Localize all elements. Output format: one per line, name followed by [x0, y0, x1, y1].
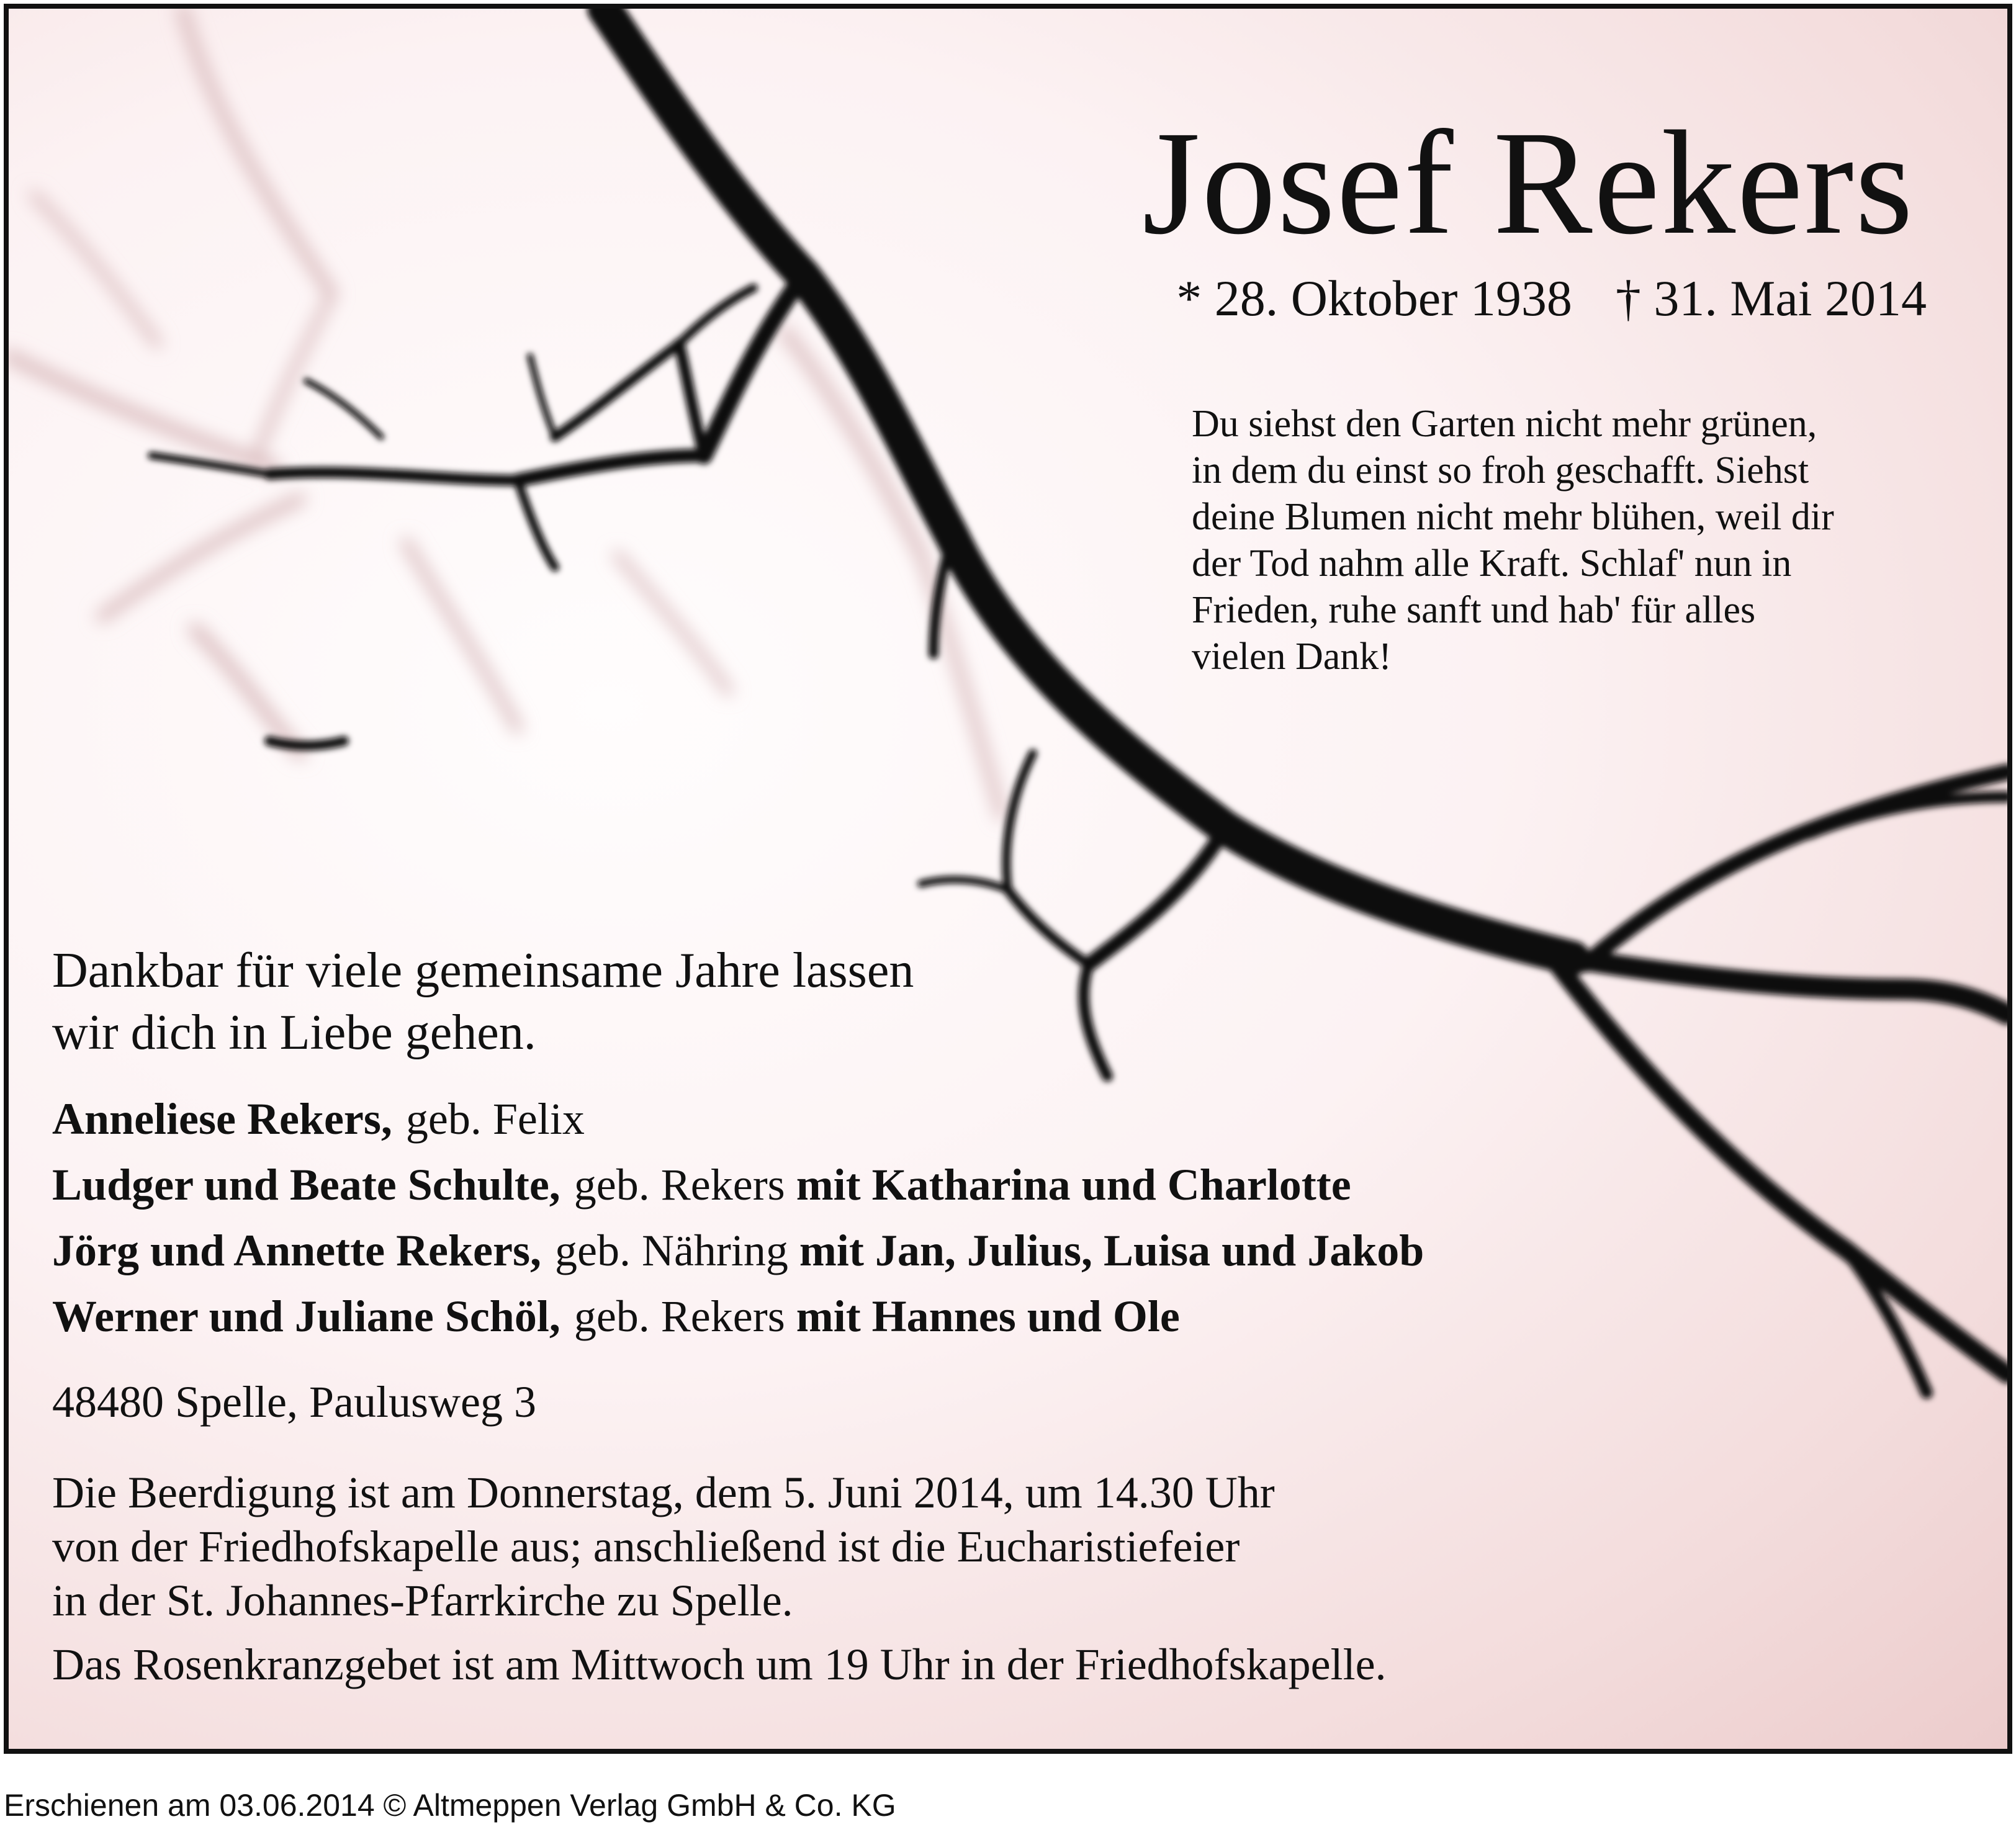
family-name: Werner und Juliane Schöl,: [52, 1291, 560, 1341]
family-name: Jörg und Annette Rekers,: [52, 1226, 541, 1275]
family-entry: [52, 1152, 1666, 1218]
rosary-details: Das Rosenkranzgebet ist am Mittwoch um 19 Uhr in der Friedhofskapelle.: [52, 1640, 1387, 1689]
memorial-poem: Du siehst den Garten nicht mehr grünen, in dem du einst so froh geschafft. Siehst deine Blumen nicht mehr blühen, weil dir der Tod nahm alle Kraft. Schlaf' nun in Frieden, ruhe sanft und hab' für alles vielen Dank!: [1192, 403, 1834, 678]
publication-credit: Erschienen am 03.06.2014 © Altmeppen Verlag GmbH & Co. KG: [4, 1788, 896, 1823]
family-birth-name: geb. Rekers: [574, 1291, 785, 1341]
family-children: mit Hannes und Ole: [796, 1291, 1180, 1341]
family-address: 48480 Spelle, Paulusweg 3: [52, 1377, 536, 1427]
family-birth-name: geb. Felix: [405, 1094, 585, 1144]
obituary-notice: [4, 4, 2012, 1754]
deceased-name: Josef Rekers: [1142, 100, 1914, 265]
family-children: mit Katharina und Charlotte: [796, 1160, 1351, 1210]
family-name: Ludger und Beate Schulte,: [52, 1160, 560, 1210]
funeral-details: Die Beerdigung ist am Donnerstag, dem 5. Juni 2014, um 14.30 Uhr von der Friedhofskapelle aus; anschließend ist die Eucharistiefeier in der St. Johannes-Pfarrkirche zu Spelle.: [52, 1468, 1275, 1625]
family-birth-name: geb. Nähring: [555, 1226, 788, 1275]
birth-date: * 28. Oktober 1938: [1176, 270, 1572, 326]
family-entry: [52, 1086, 1666, 1152]
life-dates: [1176, 269, 1927, 328]
death-date: † 31. Mai 2014: [1615, 270, 1927, 326]
thanks-statement: Dankbar für viele gemeinsame Jahre lassen wir dich in Liebe gehen.: [52, 943, 914, 1060]
family-entry: [52, 1218, 1666, 1283]
notice-body: [52, 940, 1666, 1692]
family-children: mit Jan, Julius, Luisa und Jakob: [799, 1226, 1424, 1275]
background-twigs: [9, 9, 1002, 815]
family-birth-name: geb. Rekers: [574, 1160, 785, 1210]
family-name: Anneliese Rekers,: [52, 1094, 392, 1144]
family-entry: [52, 1283, 1666, 1349]
